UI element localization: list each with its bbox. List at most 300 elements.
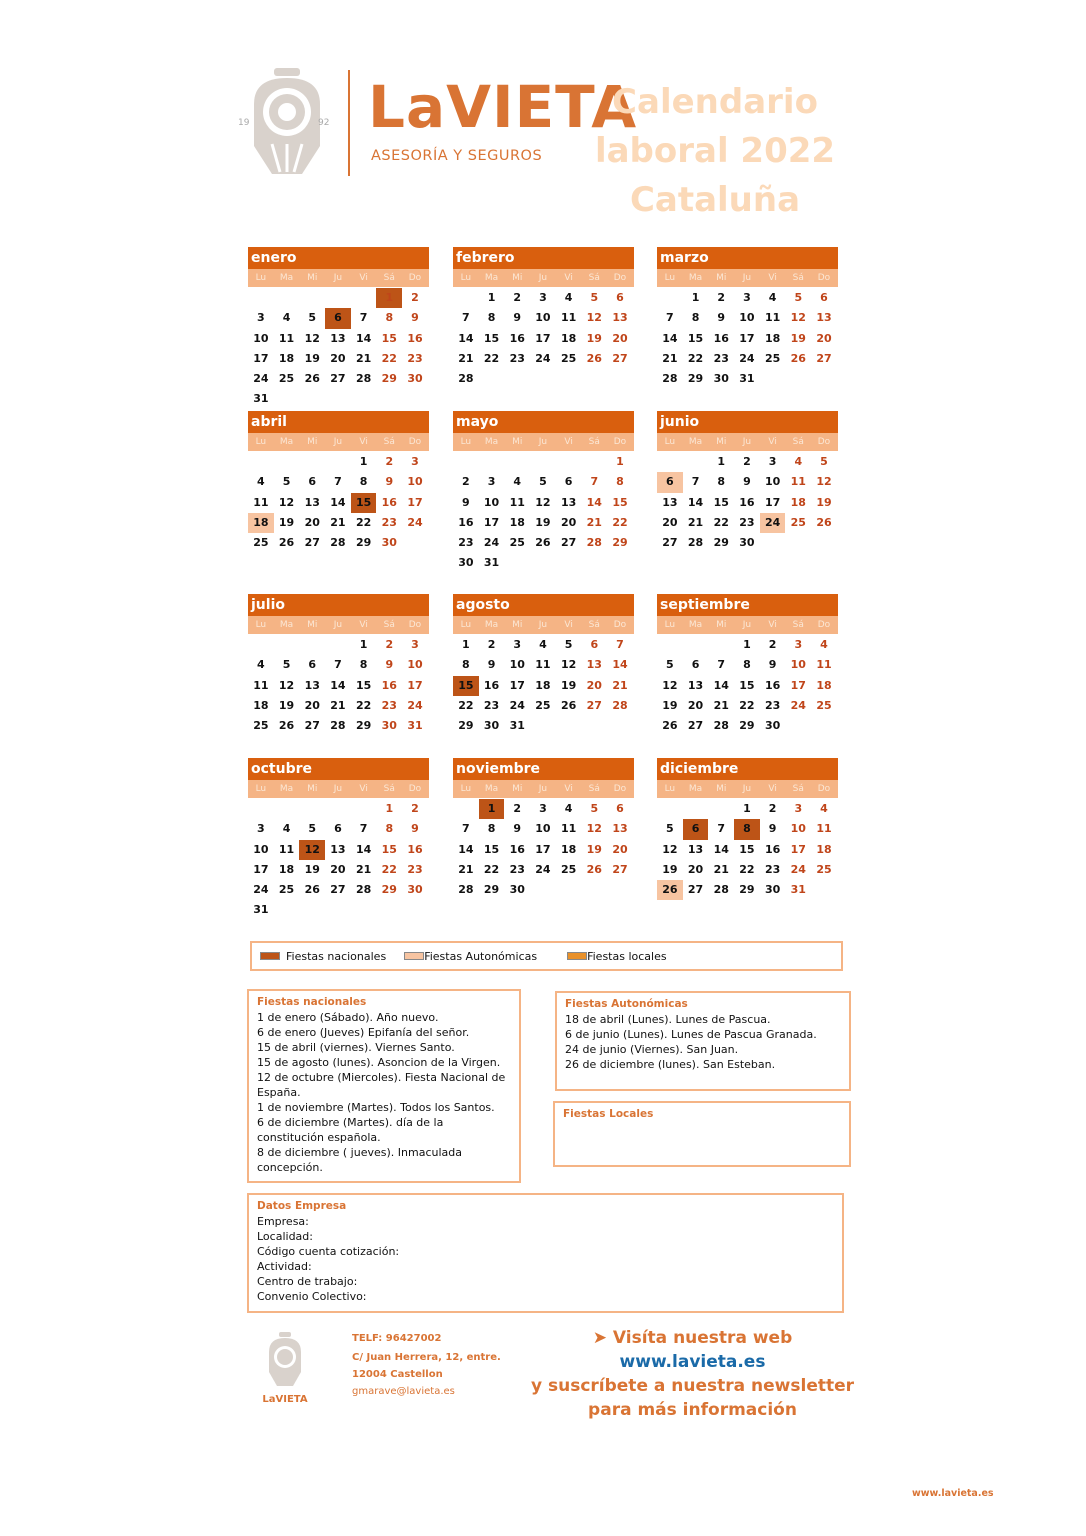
day-cell: 23 — [713, 351, 729, 365]
weekday-label: Ma — [688, 620, 703, 630]
empty-cell — [274, 799, 300, 819]
day-cell: 25 — [816, 862, 832, 876]
weekday-label: Vi — [359, 437, 368, 447]
weekday-label: Sá — [588, 620, 600, 630]
day-cell: 19 — [304, 862, 320, 876]
day-cell: 13 — [687, 842, 704, 856]
day-cell: 19 — [816, 495, 832, 509]
day-cell: 12 — [304, 331, 320, 345]
weekday-header — [657, 616, 838, 634]
weekday-header — [248, 433, 429, 451]
day-cell: 17 — [253, 351, 269, 365]
empty-cell — [274, 288, 300, 308]
day-cell: 24 — [253, 372, 269, 386]
day-cell: 16 — [713, 331, 729, 345]
day-cell: 17 — [764, 495, 781, 509]
day-grid — [248, 798, 429, 921]
day-cell: 26 — [535, 536, 551, 550]
day-cell: 11 — [509, 495, 525, 509]
day-cell: 21 — [355, 351, 372, 365]
day-cell: 16 — [381, 495, 397, 509]
day-cell: 29 — [739, 719, 755, 733]
month-mayo — [453, 411, 634, 574]
day-cell: 18 — [790, 495, 806, 509]
weekday-label: Lu — [664, 437, 676, 447]
day-cell: 13 — [330, 842, 346, 856]
empty-cell — [453, 452, 479, 472]
day-cell: 15 — [453, 676, 479, 696]
day-cell: 10 — [739, 311, 755, 325]
empty-cell — [530, 452, 556, 472]
day-cell: 4 — [282, 822, 291, 836]
day-cell: 8 — [616, 475, 624, 489]
day-cell: 12 — [790, 311, 806, 325]
day-cell: 8 — [743, 658, 751, 672]
day-cell: 27 — [330, 883, 346, 897]
day-cell: 7 — [462, 311, 470, 325]
day-cell: 21 — [713, 862, 729, 876]
day-cell: 13 — [816, 311, 832, 325]
day-cell: 7 — [666, 311, 674, 325]
empty-cell — [248, 799, 274, 819]
day-cell: 16 — [407, 842, 423, 856]
day-cell: 20 — [612, 331, 628, 345]
day-cell: 2 — [768, 802, 777, 815]
day-cell: 7 — [359, 311, 368, 325]
legend-national — [260, 950, 386, 963]
day-cell: 23 — [407, 862, 423, 876]
day-cell: 26 — [304, 883, 320, 897]
day-cell: 18 — [253, 698, 269, 712]
empty-cell — [325, 452, 351, 472]
legend-local — [567, 950, 667, 963]
day-cell: 22 — [713, 515, 729, 529]
weekday-label: Vi — [564, 437, 573, 447]
day-cell: 13 — [687, 678, 704, 692]
day-cell: 29 — [483, 883, 500, 897]
day-cell: 2 — [385, 638, 394, 651]
weekday-label: Ju — [538, 620, 548, 630]
month-noviembre — [453, 758, 634, 900]
day-cell: 9 — [487, 658, 496, 672]
day-cell: 2 — [411, 291, 419, 304]
day-cell: 10 — [764, 475, 781, 489]
weekday-label: Do — [613, 437, 627, 447]
day-cell: 8 — [487, 311, 496, 325]
footer-phone: TELF: 96427002 — [352, 1333, 442, 1344]
company-field-actividad: Actividad: — [257, 1260, 312, 1273]
month-julio — [248, 594, 429, 736]
list-item: 15 de agosto (lunes). Asoncion de la Virgen. — [257, 1056, 501, 1069]
day-grid — [453, 451, 634, 574]
promo-url-link[interactable]: www.lavieta.es — [619, 1352, 766, 1372]
day-cell: 8 — [385, 311, 394, 325]
day-cell: 28 — [713, 719, 729, 733]
day-cell: 23 — [764, 862, 781, 876]
day-cell: 27 — [612, 351, 628, 365]
day-cell: 26 — [790, 351, 806, 365]
day-cell: 26 — [278, 536, 295, 550]
weekday-label: Ma — [688, 273, 703, 283]
day-cell: 17 — [509, 678, 525, 692]
day-cell: 22 — [483, 351, 500, 365]
weekday-label: Lu — [664, 273, 676, 283]
weekday-label: Ma — [279, 620, 294, 630]
day-cell: 29 — [612, 536, 628, 550]
day-cell: 4 — [282, 311, 291, 325]
day-grid — [453, 798, 634, 900]
day-cell: 19 — [304, 351, 320, 365]
day-cell: 6 — [683, 819, 709, 839]
weekday-label: Do — [408, 784, 422, 794]
day-cell: 22 — [381, 351, 397, 365]
day-cell: 14 — [713, 678, 729, 692]
company-field-empresa: Empresa: — [257, 1215, 309, 1228]
day-cell: 17 — [253, 862, 269, 876]
day-cell: 1 — [479, 799, 505, 819]
day-grid — [248, 634, 429, 736]
day-cell: 28 — [458, 883, 474, 897]
footer-email[interactable]: gmarave@lavieta.es — [352, 1386, 455, 1397]
legend-autonomic — [404, 950, 537, 963]
day-cell: 6 — [564, 475, 573, 489]
day-cell: 1 — [359, 638, 368, 651]
day-cell: 20 — [304, 515, 320, 529]
day-cell: 11 — [816, 822, 832, 836]
day-cell: 6 — [616, 291, 624, 304]
day-cell: 29 — [381, 883, 397, 897]
day-cell: 28 — [355, 883, 372, 897]
weekday-header — [453, 433, 634, 451]
day-cell: 14 — [330, 678, 346, 692]
brand-name: LaVIETA — [368, 73, 638, 141]
company-data-box — [247, 1193, 844, 1313]
day-cell: 15 — [355, 678, 372, 692]
weekday-label: Do — [408, 273, 422, 283]
weekday-label: Sá — [588, 784, 600, 794]
day-cell: 26 — [304, 372, 320, 386]
day-cell: 4 — [768, 291, 777, 304]
title-line-3: Cataluña — [629, 180, 801, 220]
day-cell: 12 — [816, 475, 832, 489]
month-abril — [248, 411, 429, 553]
list-item: 24 de junio (Viernes). San Juan. — [565, 1043, 739, 1056]
footer-contact — [352, 1330, 501, 1400]
weekday-label: Mi — [716, 437, 727, 447]
local-holidays-title: Fiestas Locales — [563, 1108, 654, 1120]
day-cell: 23 — [509, 862, 525, 876]
day-cell: 10 — [253, 331, 269, 345]
empty-cell — [325, 799, 351, 819]
day-cell: 24 — [535, 351, 551, 365]
day-cell: 25 — [278, 372, 295, 386]
day-cell: 31 — [253, 392, 269, 406]
weekday-label: Do — [613, 784, 627, 794]
day-cell: 4 — [820, 638, 828, 651]
day-cell: 15 — [381, 842, 397, 856]
empty-cell — [453, 288, 479, 308]
weekday-label: Sá — [588, 437, 600, 447]
day-cell: 7 — [334, 658, 342, 672]
day-cell: 3 — [257, 311, 265, 325]
day-cell: 12 — [278, 678, 295, 692]
weekday-label: Mi — [307, 784, 318, 794]
day-cell: 23 — [509, 351, 525, 365]
day-cell: 12 — [299, 840, 325, 860]
weekday-label: Sá — [383, 273, 395, 283]
weekday-label: Mi — [716, 620, 727, 630]
day-cell: 5 — [820, 455, 828, 468]
day-cell: 22 — [739, 698, 755, 712]
day-cell: 1 — [376, 288, 402, 308]
day-cell: 2 — [462, 475, 470, 489]
company-data-title: Datos Empresa — [257, 1200, 347, 1212]
brand-subtitle: ASESORÍA Y SEGUROS — [371, 148, 543, 164]
day-cell: 2 — [411, 802, 419, 815]
day-cell: 23 — [483, 698, 500, 712]
month-title: febrero — [453, 247, 634, 269]
day-cell: 11 — [764, 311, 781, 325]
day-cell: 3 — [487, 475, 496, 489]
day-cell: 27 — [687, 719, 704, 733]
day-cell: 26 — [586, 862, 602, 876]
day-grid — [657, 287, 838, 389]
day-cell: 2 — [487, 638, 496, 651]
day-cell: 13 — [612, 822, 628, 836]
day-cell: 11 — [560, 311, 577, 325]
title-line-1: Calendario — [612, 82, 818, 122]
day-cell: 17 — [535, 842, 551, 856]
day-cell: 8 — [734, 819, 760, 839]
day-cell: 18 — [535, 678, 551, 692]
local-holidays-box — [553, 1101, 851, 1167]
day-cell: 7 — [359, 822, 368, 836]
day-cell: 20 — [662, 515, 678, 529]
weekday-label: Do — [817, 620, 831, 630]
day-cell: 3 — [743, 291, 751, 304]
weekday-label: Vi — [768, 784, 777, 794]
day-cell: 31 — [739, 372, 755, 386]
day-cell: 20 — [687, 698, 704, 712]
month-diciembre — [657, 758, 838, 900]
day-cell: 6 — [325, 308, 351, 328]
weekday-label: Do — [408, 437, 422, 447]
month-title: diciembre — [657, 758, 838, 780]
day-cell: 24 — [407, 698, 423, 712]
weekday-label: Vi — [768, 437, 777, 447]
day-cell: 10 — [535, 822, 551, 836]
day-cell: 2 — [513, 291, 522, 304]
day-cell: 24 — [739, 351, 755, 365]
day-cell: 25 — [535, 698, 551, 712]
day-cell: 4 — [564, 802, 573, 815]
day-cell: 26 — [657, 880, 683, 900]
month-title: octubre — [248, 758, 429, 780]
footer-web-link[interactable]: www.lavieta.es — [912, 1488, 994, 1499]
weekday-label: Lu — [460, 784, 472, 794]
day-cell: 14 — [612, 658, 628, 672]
weekday-header — [453, 616, 634, 634]
weekday-label: Vi — [768, 620, 777, 630]
day-cell: 21 — [330, 698, 346, 712]
day-cell: 14 — [586, 495, 602, 509]
day-cell: 20 — [330, 862, 346, 876]
weekday-label: Ma — [688, 784, 703, 794]
day-cell: 8 — [717, 475, 726, 489]
day-cell: 7 — [717, 658, 726, 672]
day-cell: 19 — [278, 515, 295, 529]
day-cell: 17 — [535, 331, 551, 345]
day-cell: 15 — [713, 495, 729, 509]
day-cell: 16 — [509, 331, 525, 345]
empty-cell — [657, 288, 683, 308]
day-cell: 29 — [381, 372, 397, 386]
day-cell: 10 — [790, 658, 806, 672]
day-cell: 13 — [304, 495, 320, 509]
day-cell: 11 — [278, 842, 295, 856]
day-cell: 13 — [662, 495, 678, 509]
weekday-header — [657, 780, 838, 798]
weekday-label: Vi — [768, 273, 777, 283]
day-cell: 15 — [483, 842, 500, 856]
day-cell: 26 — [560, 698, 577, 712]
day-cell: 18 — [560, 842, 577, 856]
day-cell: 22 — [355, 698, 372, 712]
day-grid — [248, 287, 429, 410]
logo-divider — [348, 70, 350, 176]
weekday-label: Lu — [664, 784, 676, 794]
weekday-label: Vi — [564, 784, 573, 794]
day-grid — [657, 634, 838, 736]
empty-cell — [248, 288, 274, 308]
month-title: noviembre — [453, 758, 634, 780]
day-cell: 17 — [790, 842, 806, 856]
day-cell: 13 — [304, 678, 320, 692]
day-cell: 4 — [539, 638, 547, 651]
weekday-label: Mi — [716, 784, 727, 794]
day-cell: 27 — [304, 719, 320, 733]
day-cell: 4 — [257, 658, 265, 672]
day-cell: 9 — [768, 658, 777, 672]
day-cell: 31 — [790, 883, 806, 897]
day-cell: 24 — [790, 698, 806, 712]
day-cell: 15 — [351, 493, 377, 513]
day-cell: 17 — [407, 678, 423, 692]
weekday-label: Ma — [688, 437, 703, 447]
empty-cell — [274, 452, 300, 472]
day-cell: 5 — [282, 658, 291, 672]
day-cell: 28 — [330, 536, 346, 550]
month-junio — [657, 411, 838, 553]
empty-cell — [325, 288, 351, 308]
day-cell: 3 — [257, 822, 265, 836]
day-cell: 17 — [739, 331, 755, 345]
day-cell: 5 — [666, 822, 674, 836]
day-cell: 24 — [253, 883, 269, 897]
day-cell: 14 — [458, 331, 474, 345]
day-cell: 30 — [407, 372, 423, 386]
day-cell: 16 — [764, 678, 781, 692]
day-cell: 2 — [743, 455, 751, 468]
day-cell: 14 — [713, 842, 729, 856]
day-cell: 6 — [308, 475, 317, 489]
title-line-2: laboral 2022 — [594, 131, 836, 171]
day-cell: 14 — [687, 495, 704, 509]
weekday-header — [248, 780, 429, 798]
day-cell: 14 — [662, 331, 678, 345]
day-cell: 4 — [794, 455, 803, 468]
footer-logo-text: LaVIETA — [262, 1394, 308, 1405]
day-cell: 7 — [616, 638, 624, 651]
weekday-label: Lu — [460, 273, 472, 283]
day-cell: 7 — [691, 475, 700, 489]
day-cell: 10 — [483, 495, 500, 509]
empty-cell — [683, 635, 709, 655]
day-cell: 16 — [458, 515, 474, 529]
day-cell: 25 — [790, 515, 806, 529]
day-cell: 25 — [560, 862, 577, 876]
empty-cell — [453, 799, 479, 819]
day-cell: 23 — [458, 536, 474, 550]
weekday-label: Ju — [538, 273, 548, 283]
weekday-label: Sá — [792, 273, 804, 283]
day-cell: 16 — [381, 678, 397, 692]
day-cell: 1 — [385, 802, 394, 815]
legend-autonomic-swatch — [404, 952, 424, 960]
day-cell: 28 — [687, 536, 704, 550]
footer-promo — [520, 1326, 865, 1422]
day-cell: 3 — [411, 638, 419, 651]
day-cell: 15 — [483, 331, 500, 345]
day-cell: 29 — [355, 719, 372, 733]
month-title: marzo — [657, 247, 838, 269]
empty-cell — [657, 799, 683, 819]
weekday-label: Vi — [564, 273, 573, 283]
day-cell: 30 — [764, 883, 781, 897]
day-cell: 14 — [355, 842, 372, 856]
day-cell: 26 — [586, 351, 602, 365]
day-cell: 18 — [560, 331, 577, 345]
day-cell: 9 — [462, 495, 470, 509]
day-cell: 22 — [483, 862, 500, 876]
day-cell: 9 — [385, 475, 394, 489]
day-cell: 29 — [458, 719, 474, 733]
weekday-label: Ju — [538, 784, 548, 794]
month-title: mayo — [453, 411, 634, 433]
day-cell: 1 — [616, 455, 624, 468]
day-cell: 12 — [662, 678, 678, 692]
month-title: septiembre — [657, 594, 838, 616]
day-grid — [657, 798, 838, 900]
day-cell: 9 — [513, 822, 522, 836]
day-cell: 23 — [739, 515, 755, 529]
list-item: 6 de diciembre (Martes). día de la constitución española. — [257, 1116, 444, 1144]
day-cell: 31 — [253, 903, 269, 917]
day-cell: 16 — [764, 842, 781, 856]
day-cell: 11 — [816, 658, 832, 672]
month-title: julio — [248, 594, 429, 616]
company-field-ccc: Código cuenta cotización: — [257, 1245, 400, 1258]
day-cell: 30 — [381, 536, 397, 550]
day-grid — [453, 287, 634, 389]
day-cell: 27 — [612, 862, 628, 876]
day-cell: 28 — [612, 698, 628, 712]
day-cell: 11 — [790, 475, 806, 489]
day-cell: 9 — [411, 822, 419, 836]
day-cell: 23 — [381, 698, 397, 712]
day-cell: 3 — [539, 802, 547, 815]
day-cell: 1 — [743, 638, 751, 651]
